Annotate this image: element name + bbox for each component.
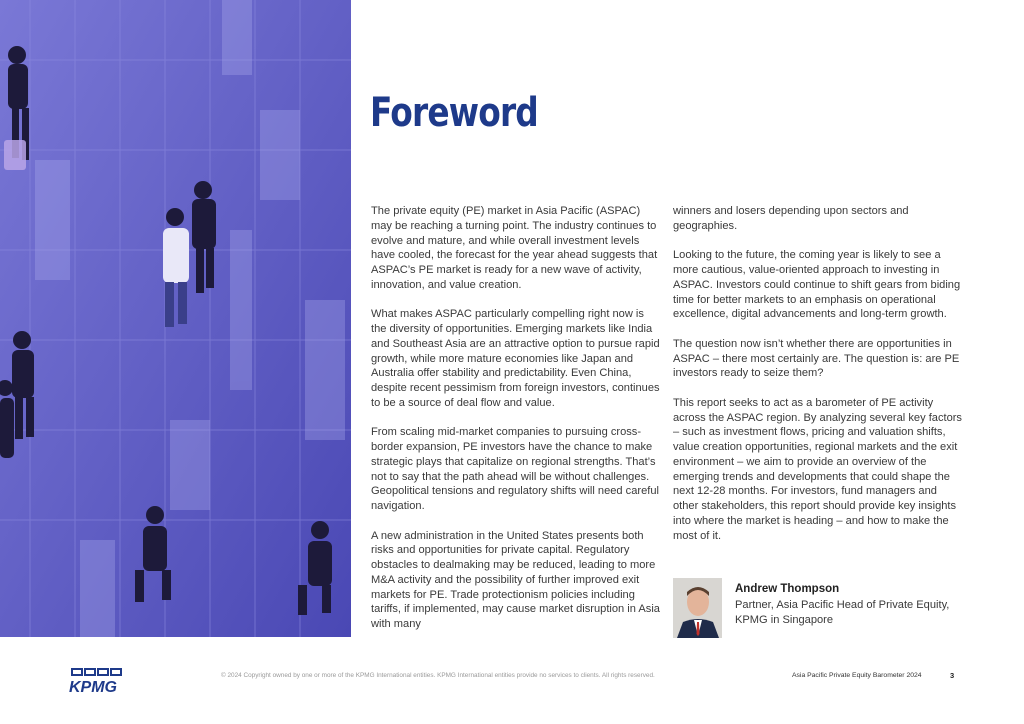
copyright-notice: © 2024 Copyright owned by one or more of the KPMG International entities. KPMG International entities provide no services to clients. All rights reserved. bbox=[221, 672, 655, 679]
page-number: 3 bbox=[950, 671, 955, 680]
author-name: Andrew Thompson bbox=[735, 583, 840, 595]
kpmg-logo bbox=[68, 668, 126, 694]
author-role bbox=[735, 598, 975, 628]
paragraph: A new administration in the United States presents both risks and opportunities for private capital. Regulatory obstacles to dealmaking may be reduced, leading to more M&A activity and the possibility of further improved exit markets for PE. Trade protectionism policies including tariffs, if implemented, may cause market disruption in Asia with many bbox=[371, 529, 660, 630]
paragraph: The question now isn’t whether there are opportunities in ASPAC – there most certainly are. The question is: are PE investors ready to seize them? bbox=[673, 337, 960, 380]
kpmg-logo-text: KPMG bbox=[69, 679, 117, 694]
paragraph: This report seeks to act as a barometer of PE activity across the ASPAC region. By analyzing several key factors – such as investment flows, pricing and valuation shifts, value creation opportunities, regional markets and the exit environment – we aim to provide an overview of the emerging trends and developments that could shape the next 12-28 months. For investors, fund managers and other stakeholders, this report should provide key insights into where the market is heading – and how to make the most of it. bbox=[673, 396, 962, 542]
paragraph: What makes ASPAC particularly compelling right now is the diversity of opportunities. Emerging markets like India and Southeast Asia are an attractive option to pursue rapid growth, while more mature economies like Japan and Australia offer stability and predictability. Even China, despite recent pessimism from foreign investors, continues to be a source of deal flow and value. bbox=[371, 308, 660, 409]
page-title: Foreword bbox=[370, 90, 538, 136]
cover-photo-pedestrians bbox=[0, 0, 351, 637]
body-column-left bbox=[371, 204, 661, 647]
paragraph: winners and losers depending upon sectors and geographies. bbox=[673, 205, 909, 232]
author-portrait bbox=[673, 578, 722, 638]
report-title: Asia Pacific Private Equity Barometer 2024 bbox=[792, 672, 922, 679]
body-column-right bbox=[673, 204, 963, 558]
author-role-line: KPMG in Singapore bbox=[735, 613, 834, 626]
paragraph: The private equity (PE) market in Asia Pacific (ASPAC) may be reaching a turning point. The industry continues to evolve and mature, and while overall investment levels have cooled, the forecast for the year ahead suggests that ASPAC’s PE market is ready for a new wave of activity, innovation, and value creation. bbox=[371, 205, 658, 291]
paragraph: From scaling mid-market companies to pursuing cross-border expansion, PE investors have the chance to make strategic plays that capitalize on regional strengths. That’s not to say that the path ahead will be without challenges. Geopolitical tensions and regulatory shifts will need careful navigation. bbox=[371, 426, 659, 512]
paragraph: Looking to the future, the coming year is likely to see a more cautious, value-oriented approach to investing in ASPAC. Investors could continue to shift gears from biding time for better markets to an emphasis on operational excellence, digital advancements and long-term growth. bbox=[673, 249, 961, 321]
author-role-line: Partner, Asia Pacific Head of Private Equity, bbox=[735, 599, 950, 611]
